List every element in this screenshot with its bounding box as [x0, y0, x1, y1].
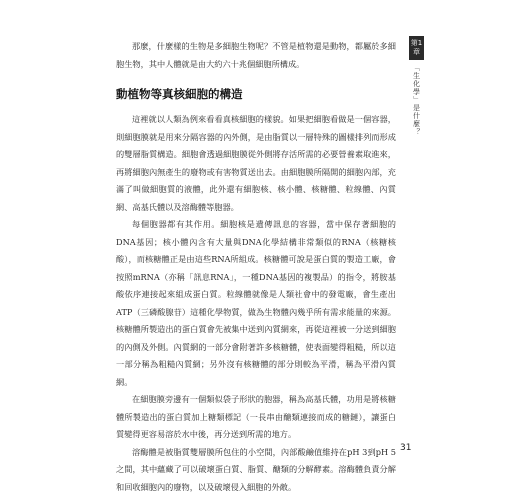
paragraph-organelles: 這裡就以人類為例來看看真核細胞的樣貌。如果把細胞看做是一個容器，則細胞膜就是用來分隔容器的內外側，是由脂質以一層特殊的圖樣排列而形成的雙層脂質構造。細胞會透過細胞膜從外側將存活所需的必要營養素取進來，再將細胞內無產生的廢物或有害物質送出去。由細胞膜所隔開的細胞內部，充滿了叫做細胞質的液體，此外還有細胞核、核小體、核糖體、粒線體、內質網、高基氏體以及溶酶體等胞器。: [116, 114, 396, 212]
section-heading: 動植物等真核細胞的構造: [116, 87, 243, 101]
chapter-title: 「生化學」是什麼？: [412, 64, 421, 136]
paragraph-lysosome: 溶酶體是被脂質雙層膜所包住的小空間，內部酸鹼值維持在pH 3到pH 5之間，其中蘊藏了可以破壞蛋白質、脂質、醣類的分解酵素。溶酶體負責分解和回收細胞內的廢物，以及破壞侵入細胞的外敵。: [116, 446, 396, 492]
chapter-badge: 第1章: [409, 36, 424, 60]
body-text: [116, 38, 396, 496]
page-number: 31: [400, 443, 412, 453]
intro-paragraph: 那麼，什麼樣的生物是多細胞生物呢？不管是植物還是動物，都屬於多細胞生物，其中人體就是由大約六十兆個細胞所構成。: [116, 41, 396, 69]
paragraph-functions: 每個胞器都有其作用。細胞核是遺傳訊息的容器，當中保存著細胞的DNA基因；核小體內含有大量與DNA化學結構非常類似的RNA（核糖核酸），而核糖體正是由這些RNA所組成。核糖體可說是蛋白質的製造工廠，會按照mRNA（亦稱「訊息RNA」，一種DNA基因的複製品）的指令，將胺基酸依序連接起來組成蛋白質。粒線體就像是人類社會中的發電廠，會生產出ATP（三磷酸腺苷）這種化學物質，做為生物體內幾乎所有需求能量的來源。核糖體所製造出的蛋白質會先被集中送到內質網來，再從這裡被一分送到細胞的內側及外側。內質網的一部分會附著許多核糖體，使表面變得粗糙，所以這一部分稱為粗糙內質網；另外沒有核糖體的部分則較為平滑，稱為平滑內質網。: [116, 219, 396, 387]
paragraph-golgi: 在細胞膜旁邊有一個類似袋子形狀的胞器，稱為高基氏體，功用是將核糖體所製造出的蛋白質加上糖類標記（一長串由醣類連接而成的糖鏈），讓蛋白質變得更容易溶於水中後，再分送到所需的地方。: [116, 394, 396, 439]
chapter-sidebar: [408, 36, 425, 136]
